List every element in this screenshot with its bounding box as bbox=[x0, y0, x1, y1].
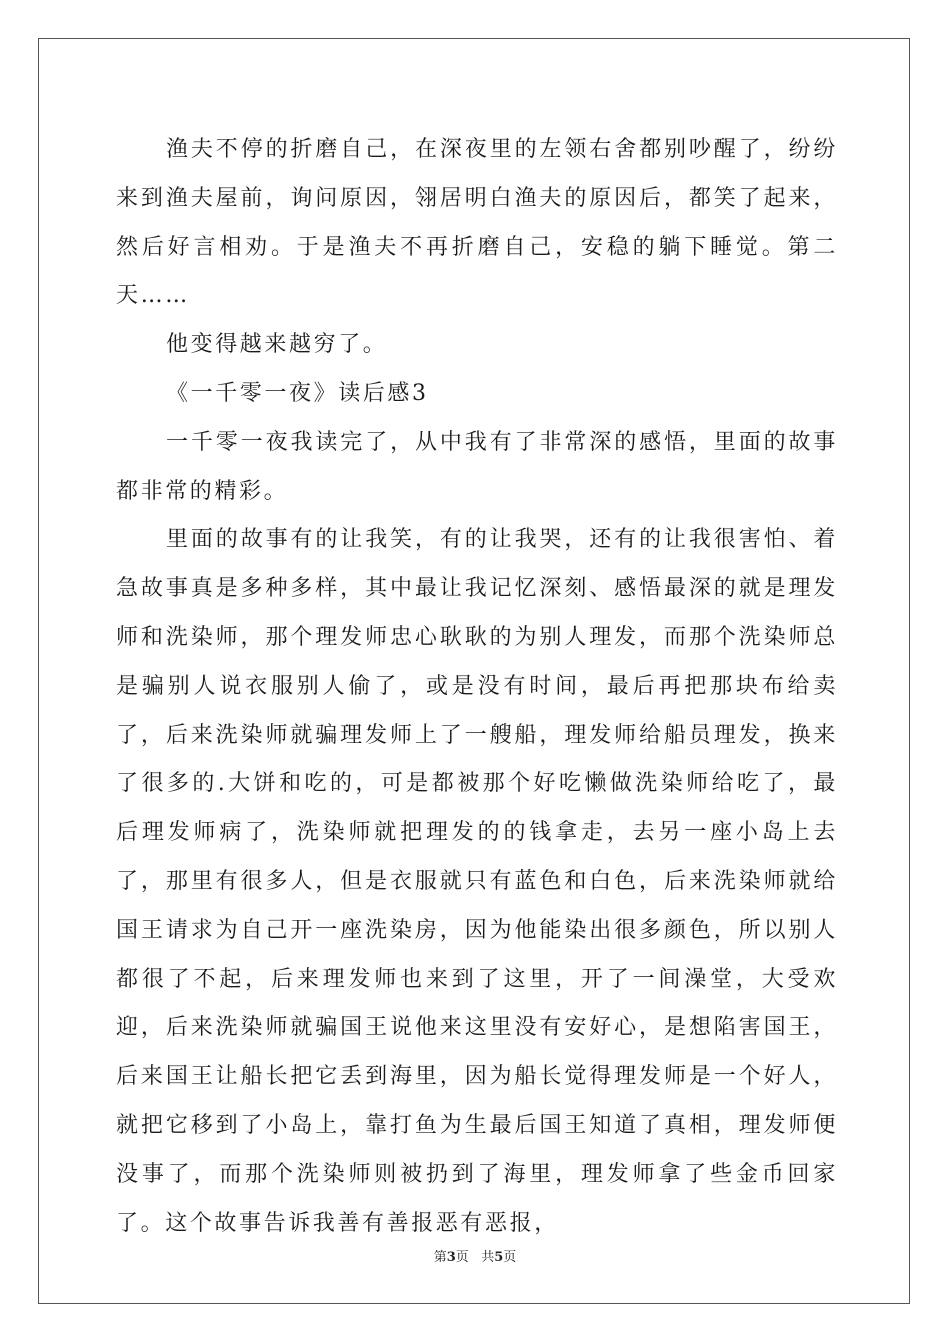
footer-total-prefix: 共 bbox=[481, 1250, 495, 1265]
page-footer bbox=[0, 1246, 950, 1265]
footer-total-suffix: 页 bbox=[503, 1250, 517, 1265]
footer-page-prefix: 第 bbox=[433, 1250, 447, 1265]
footer-page-number: 3 bbox=[446, 1250, 456, 1265]
section-heading: 《一千零一夜》读后感3 bbox=[166, 380, 429, 406]
paragraph: 里面的故事有的让我笑，有的让我哭，还有的让我很害怕、着急故事真是多种多样，其中最让我记忆深刻、感悟最深的就是理发师和洗染师，那个理发师忠心耿耿的为别人理发，而那个洗染师总是骗别人说衣服别人偷了，或是没有时间，最后再把那块布给卖了，后来洗染师就骗理发师上了一艘船，理发师给船员理发，换来了很多的.大饼和吃的，可是都被那个好吃懒做洗染师给吃了，最后理发师病了，洗染师就把理发的的钱拿走，去另一座小岛上去了，那里有很多人，但是衣服就只有蓝色和白色，后来洗染师就给国王请求为自己开一座洗染房，因为他能染出很多颜色，所以别人都很了不起，后来理发师也来到了这里，开了一间澡堂，大受欢迎，后来洗染师就骗国王说他来这里没有安好心，是想陷害国王，后来国王让船长把它丢到海里，因为船长觉得理发师是一个好人，就把它移到了小岛上，靠打鱼为生最后国王知道了真相，理发师便没事了，而那个洗染师则被扔到了海里，理发师拿了些金币回家了。这个故事告诉我善有善报恶有恶报， bbox=[116, 527, 838, 1236]
paragraph: 一千零一夜我读完了，从中我有了非常深的感悟，里面的故事都非常的精彩。 bbox=[116, 429, 838, 504]
footer-page-suffix: 页 bbox=[455, 1250, 469, 1265]
footer-total-pages: 5 bbox=[494, 1250, 504, 1265]
document-body bbox=[116, 126, 838, 1248]
paragraph: 他变得越来越穷了。 bbox=[166, 332, 388, 358]
paragraph: 渔夫不停的折磨自己，在深夜里的左领右舍都别吵醒了，纷纷来到渔夫屋前，询问原因，翎居明白渔夫的原因后，都笑了起来，然后好言相劝。于是渔夫不再折磨自己，安稳的躺下睡觉。第二天…… bbox=[116, 137, 838, 309]
